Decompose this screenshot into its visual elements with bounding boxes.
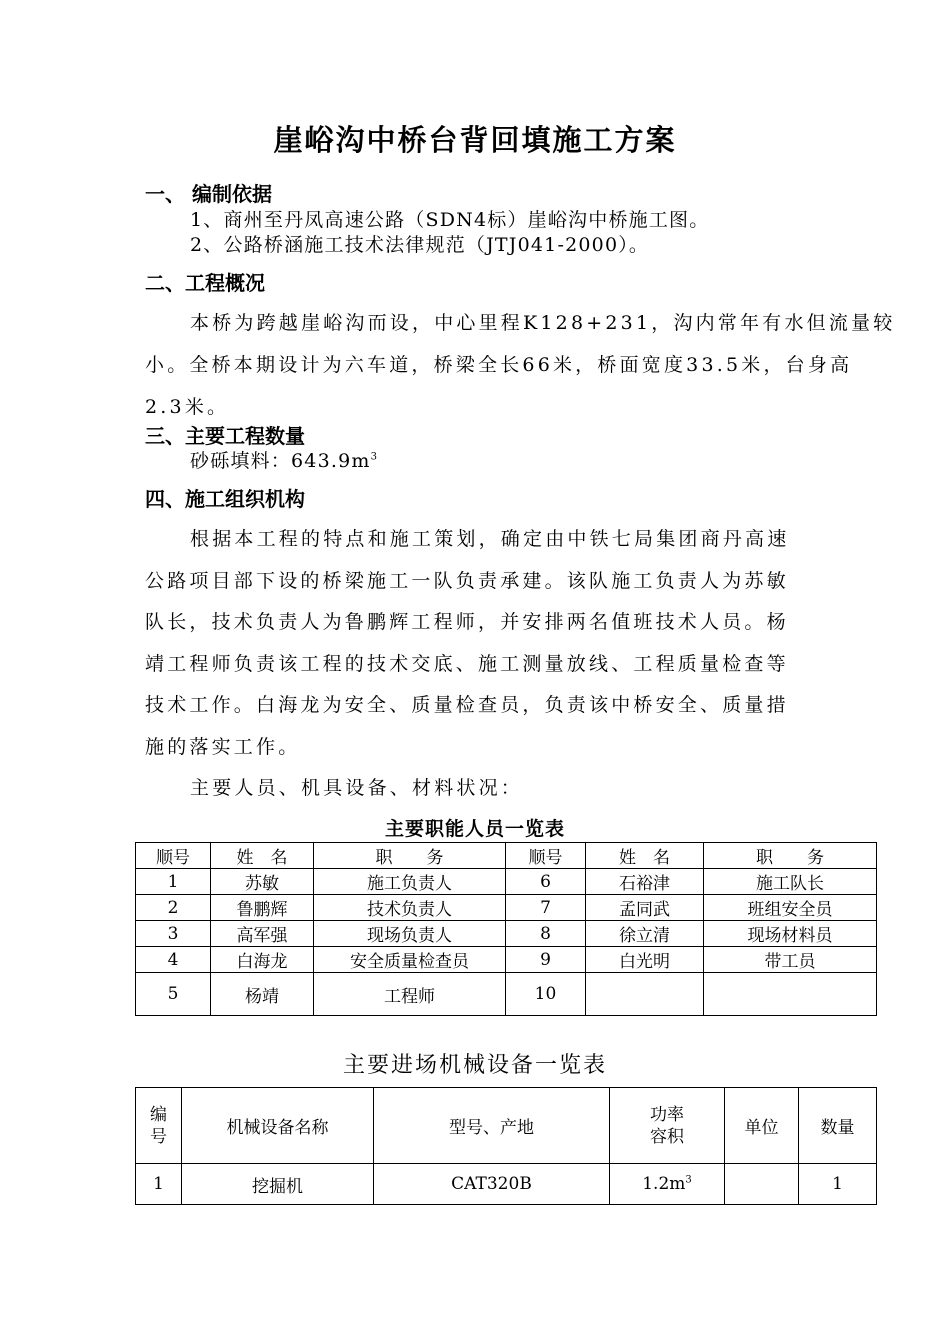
header-cell-name: 机械设备名称 [182,1088,374,1164]
header-cell-qty: 数量 [799,1088,877,1164]
staff-table-title: 主要职能人员一览表 [384,818,565,840]
header-cell: 职 务 [704,843,877,869]
table-cell: 白光明 [586,947,704,973]
table-cell: 1 [799,1164,877,1205]
header-cell: 职 务 [314,843,506,869]
header-cell-power [610,1088,725,1164]
section-2-line-2: 小。全桥本期设计为六车道，桥梁全长66米，桥面宽度33.5米，台身高 [145,354,853,376]
table-row [136,895,877,921]
section-4-heading: 四、施工组织机构 [145,487,305,511]
staff-table [135,842,877,1016]
table-cell: 杨靖 [211,973,314,1016]
section-4-line-5: 技术工作。白海龙为安全、质量检查员，负责该中桥安全、质量措 [145,694,789,716]
table-cell: 1 [136,869,211,895]
section-2-line-1: 本桥为跨越崖峪沟而设，中心里程K128+231，沟内常年有水但流量较 [190,312,896,334]
section-3-heading: 三、主要工程数量 [145,424,305,448]
table-row [136,947,877,973]
table-cell: 石裕津 [586,869,704,895]
section-3-line [190,446,378,473]
table-cell [725,1164,799,1205]
equipment-table-header-row [136,1088,877,1164]
table-cell: 6 [506,869,586,895]
table-cell: 1 [136,1164,182,1205]
section-3-text: 砂砾填料：643.9m [190,450,371,472]
header-cell: 顺号 [506,843,586,869]
table-cell: 10 [506,973,586,1016]
table-cell: 施工队长 [704,869,877,895]
section-4-line-7: 主要人员、机具设备、材料状况： [190,777,524,799]
section-1-line-2: 2、公路桥涵施工技术法律规范（JTJ041-2000）。 [190,234,650,256]
table-cell: 白海龙 [211,947,314,973]
table-cell [704,973,877,1016]
table-row [136,921,877,947]
table-cell: 2 [136,895,211,921]
table-cell: 9 [506,947,586,973]
table-cell: 孟同武 [586,895,704,921]
section-4-line-2: 公路项目部下设的桥梁施工一队负责承建。该队施工负责人为苏敏 [145,570,789,592]
table-row [136,869,877,895]
table-cell: 徐立清 [586,921,704,947]
header-cell-number [136,1088,182,1164]
section-4-line-6: 施的落实工作。 [145,736,301,758]
power-sup: 3 [685,1174,692,1186]
header-cell: 姓 名 [586,843,704,869]
header-cell: 姓 名 [211,843,314,869]
section-3-sup: 3 [370,451,379,463]
document-title: 崖峪沟中桥台背回填施工方案 [273,123,677,157]
table-cell: 技术负责人 [314,895,506,921]
table-cell: 班组安全员 [704,895,877,921]
table-cell: 带工员 [704,947,877,973]
table-row [136,973,877,1016]
table-cell [586,973,704,1016]
table-cell: 现场材料员 [704,921,877,947]
table-cell: 鲁鹏辉 [211,895,314,921]
table-cell: CAT320B [374,1164,610,1205]
header-power-line-1: 功率 [650,1104,684,1125]
section-1-line-1: 1、商州至丹凤高速公路（SDN4标）崖峪沟中桥施工图。 [190,209,710,231]
table-cell: 7 [506,895,586,921]
table-cell: 现场负责人 [314,921,506,947]
table-cell: 工程师 [314,973,506,1016]
staff-table-header-row [136,843,877,869]
section-2-line-3: 2.3米。 [145,396,230,418]
section-4-line-1: 根据本工程的特点和施工策划，确定由中铁七局集团商丹高速 [190,528,790,550]
header-cell-unit: 单位 [725,1088,799,1164]
equipment-table [135,1087,877,1205]
section-4-line-3: 队长，技术负责人为鲁鹏辉工程师，并安排两名值班技术人员。杨 [145,611,789,633]
table-cell: 3 [136,921,211,947]
table-cell: 挖掘机 [182,1164,374,1205]
header-cell-model: 型号、产地 [374,1088,610,1164]
section-4-line-4: 靖工程师负责该工程的技术交底、施工测量放线、工程质量检查等 [145,653,789,675]
table-cell: 施工负责人 [314,869,506,895]
header-number-line-2: 号 [150,1126,167,1147]
table-cell: 安全质量检查员 [314,947,506,973]
header-power-line-2: 容积 [650,1126,684,1147]
table-cell: 4 [136,947,211,973]
header-number-line-1: 编 [150,1104,167,1125]
table-cell: 苏敏 [211,869,314,895]
table-row [136,1164,877,1205]
equipment-table-title: 主要进场机械设备一览表 [342,1053,607,1078]
section-1-heading: 一、 编制依据 [145,182,272,206]
table-cell: 高军强 [211,921,314,947]
header-cell: 顺号 [136,843,211,869]
table-cell [610,1164,725,1205]
table-cell: 5 [136,973,211,1016]
table-cell: 8 [506,921,586,947]
section-2-heading: 二、工程概况 [145,271,265,295]
power-value: 1.2m [642,1174,686,1194]
